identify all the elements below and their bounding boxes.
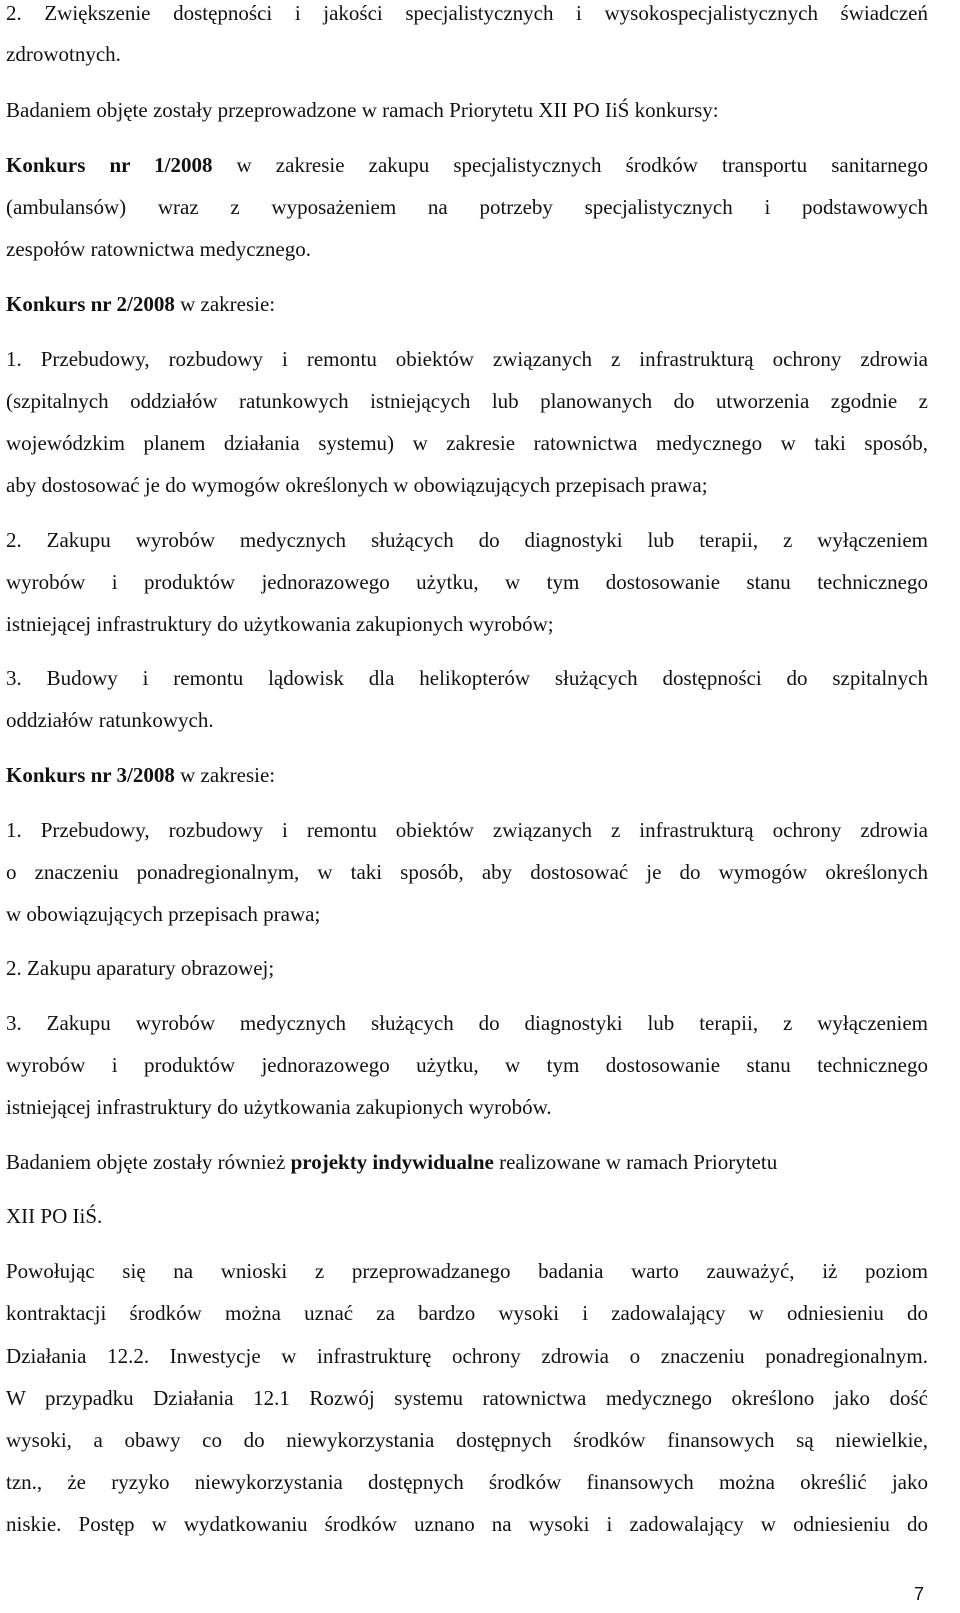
heading-konkurs-3 — [6, 763, 928, 787]
text-line: 2. Zwiększenie dostępności i jakości specjalistycznych i wysokospecjalistycznych świadczeń — [6, 1, 928, 25]
text-span: w zakresie: — [174, 763, 276, 787]
text-span: realizowane w ramach Priorytetu — [493, 1150, 778, 1174]
text-line: istniejącej infrastruktury do użytkowania zakupionych wyrobów. — [6, 1095, 552, 1119]
text-line: oddziałów ratunkowych. — [6, 708, 214, 732]
text-line: 3. Zakupu wyrobów medycznych służących do diagnostyki lub terapii, z wyłączeniem — [6, 1011, 928, 1035]
text-line: aby dostosować je do wymogów określonych w obowiązujących przepisach prawa; — [6, 473, 708, 497]
konkurs-label: Konkurs nr 2/2008 — [6, 292, 175, 316]
konkurs-label: Konkurs nr 3/2008 — [6, 763, 175, 787]
text-span: w zakresie zakupu specjalistycznych środków transportu sanitarnego — [212, 153, 928, 177]
text-line: wyrobów i produktów jednorazowego użytku, w tym dostosowanie stanu technicznego — [6, 570, 928, 594]
heading-konkurs-1 — [6, 153, 928, 177]
text-line: 2. Zakupu wyrobów medycznych służących do diagnostyki lub terapii, z wyłączeniem — [6, 528, 928, 552]
text-line: (ambulansów) wraz z wyposażeniem na potrzeby specjalistycznych i podstawowych — [6, 195, 928, 219]
text-line: tzn., że ryzyko niewykorzystania dostępnych środków finansowych można określić jako — [6, 1470, 928, 1494]
text-line: (szpitalnych oddziałów ratunkowych istniejących lub planowanych do utworzenia zgodnie z — [6, 389, 928, 413]
bold-phrase: projekty indywidualne — [290, 1150, 494, 1174]
text-line: wyrobów i produktów jednorazowego użytku, w tym dostosowanie stanu technicznego — [6, 1053, 928, 1077]
text-line: W przypadku Działania 12.1 Rozwój systemu ratownictwa medycznego określono jako dość — [6, 1386, 928, 1410]
text-line: Badaniem objęte zostały przeprowadzone w ramach Priorytetu XII PO IiŚ konkursy: — [6, 98, 719, 122]
text-line: 1. Przebudowy, rozbudowy i remontu obiektów związanych z infrastrukturą ochrony zdrowia — [6, 818, 928, 842]
text-span: w zakresie: — [174, 292, 276, 316]
page-number: 7 — [913, 1584, 924, 1604]
text-span: Badaniem objęte zostały również — [6, 1150, 291, 1174]
text-line: niskie. Postęp w wydatkowaniu środków uznano na wysoki i zadowalający w odniesieniu do — [6, 1512, 928, 1536]
text-line: o znaczeniu ponadregionalnym, w taki sposób, aby dostosować je do wymogów określonych — [6, 860, 928, 884]
text-line: XII PO IiŚ. — [6, 1204, 103, 1228]
text-line: zespołów ratownictwa medycznego. — [6, 237, 311, 261]
text-line: 3. Budowy i remontu lądowisk dla helikopterów służących dostępności do szpitalnych — [6, 666, 928, 690]
text-line: istniejącej infrastruktury do użytkowania zakupionych wyrobów; — [6, 612, 554, 636]
text-line — [6, 1150, 928, 1174]
text-line: wysoki, a obawy co do niewykorzystania dostępnych środków finansowych są niewielkie, — [6, 1428, 928, 1452]
text-line: Działania 12.2. Inwestycje w infrastrukturę ochrony zdrowia o znaczeniu ponadregionalnym. — [6, 1344, 928, 1368]
text-line: wojewódzkim planem działania systemu) w zakresie ratownictwa medycznego w taki sposób, — [6, 431, 928, 455]
text-line: Powołując się na wnioski z przeprowadzanego badania warto zauważyć, iż poziom — [6, 1259, 928, 1283]
heading-konkurs-2 — [6, 292, 928, 316]
text-line: zdrowotnych. — [6, 42, 121, 66]
text-line: w obowiązujących przepisach prawa; — [6, 902, 321, 926]
text-line: 1. Przebudowy, rozbudowy i remontu obiektów związanych z infrastrukturą ochrony zdrowia — [6, 347, 928, 371]
konkurs-label: Konkurs nr 1/2008 — [6, 153, 213, 177]
text-line: kontraktacji środków można uznać za bardzo wysoki i zadowalający w odniesieniu do — [6, 1301, 928, 1325]
text-line: 2. Zakupu aparatury obrazowej; — [6, 956, 275, 980]
